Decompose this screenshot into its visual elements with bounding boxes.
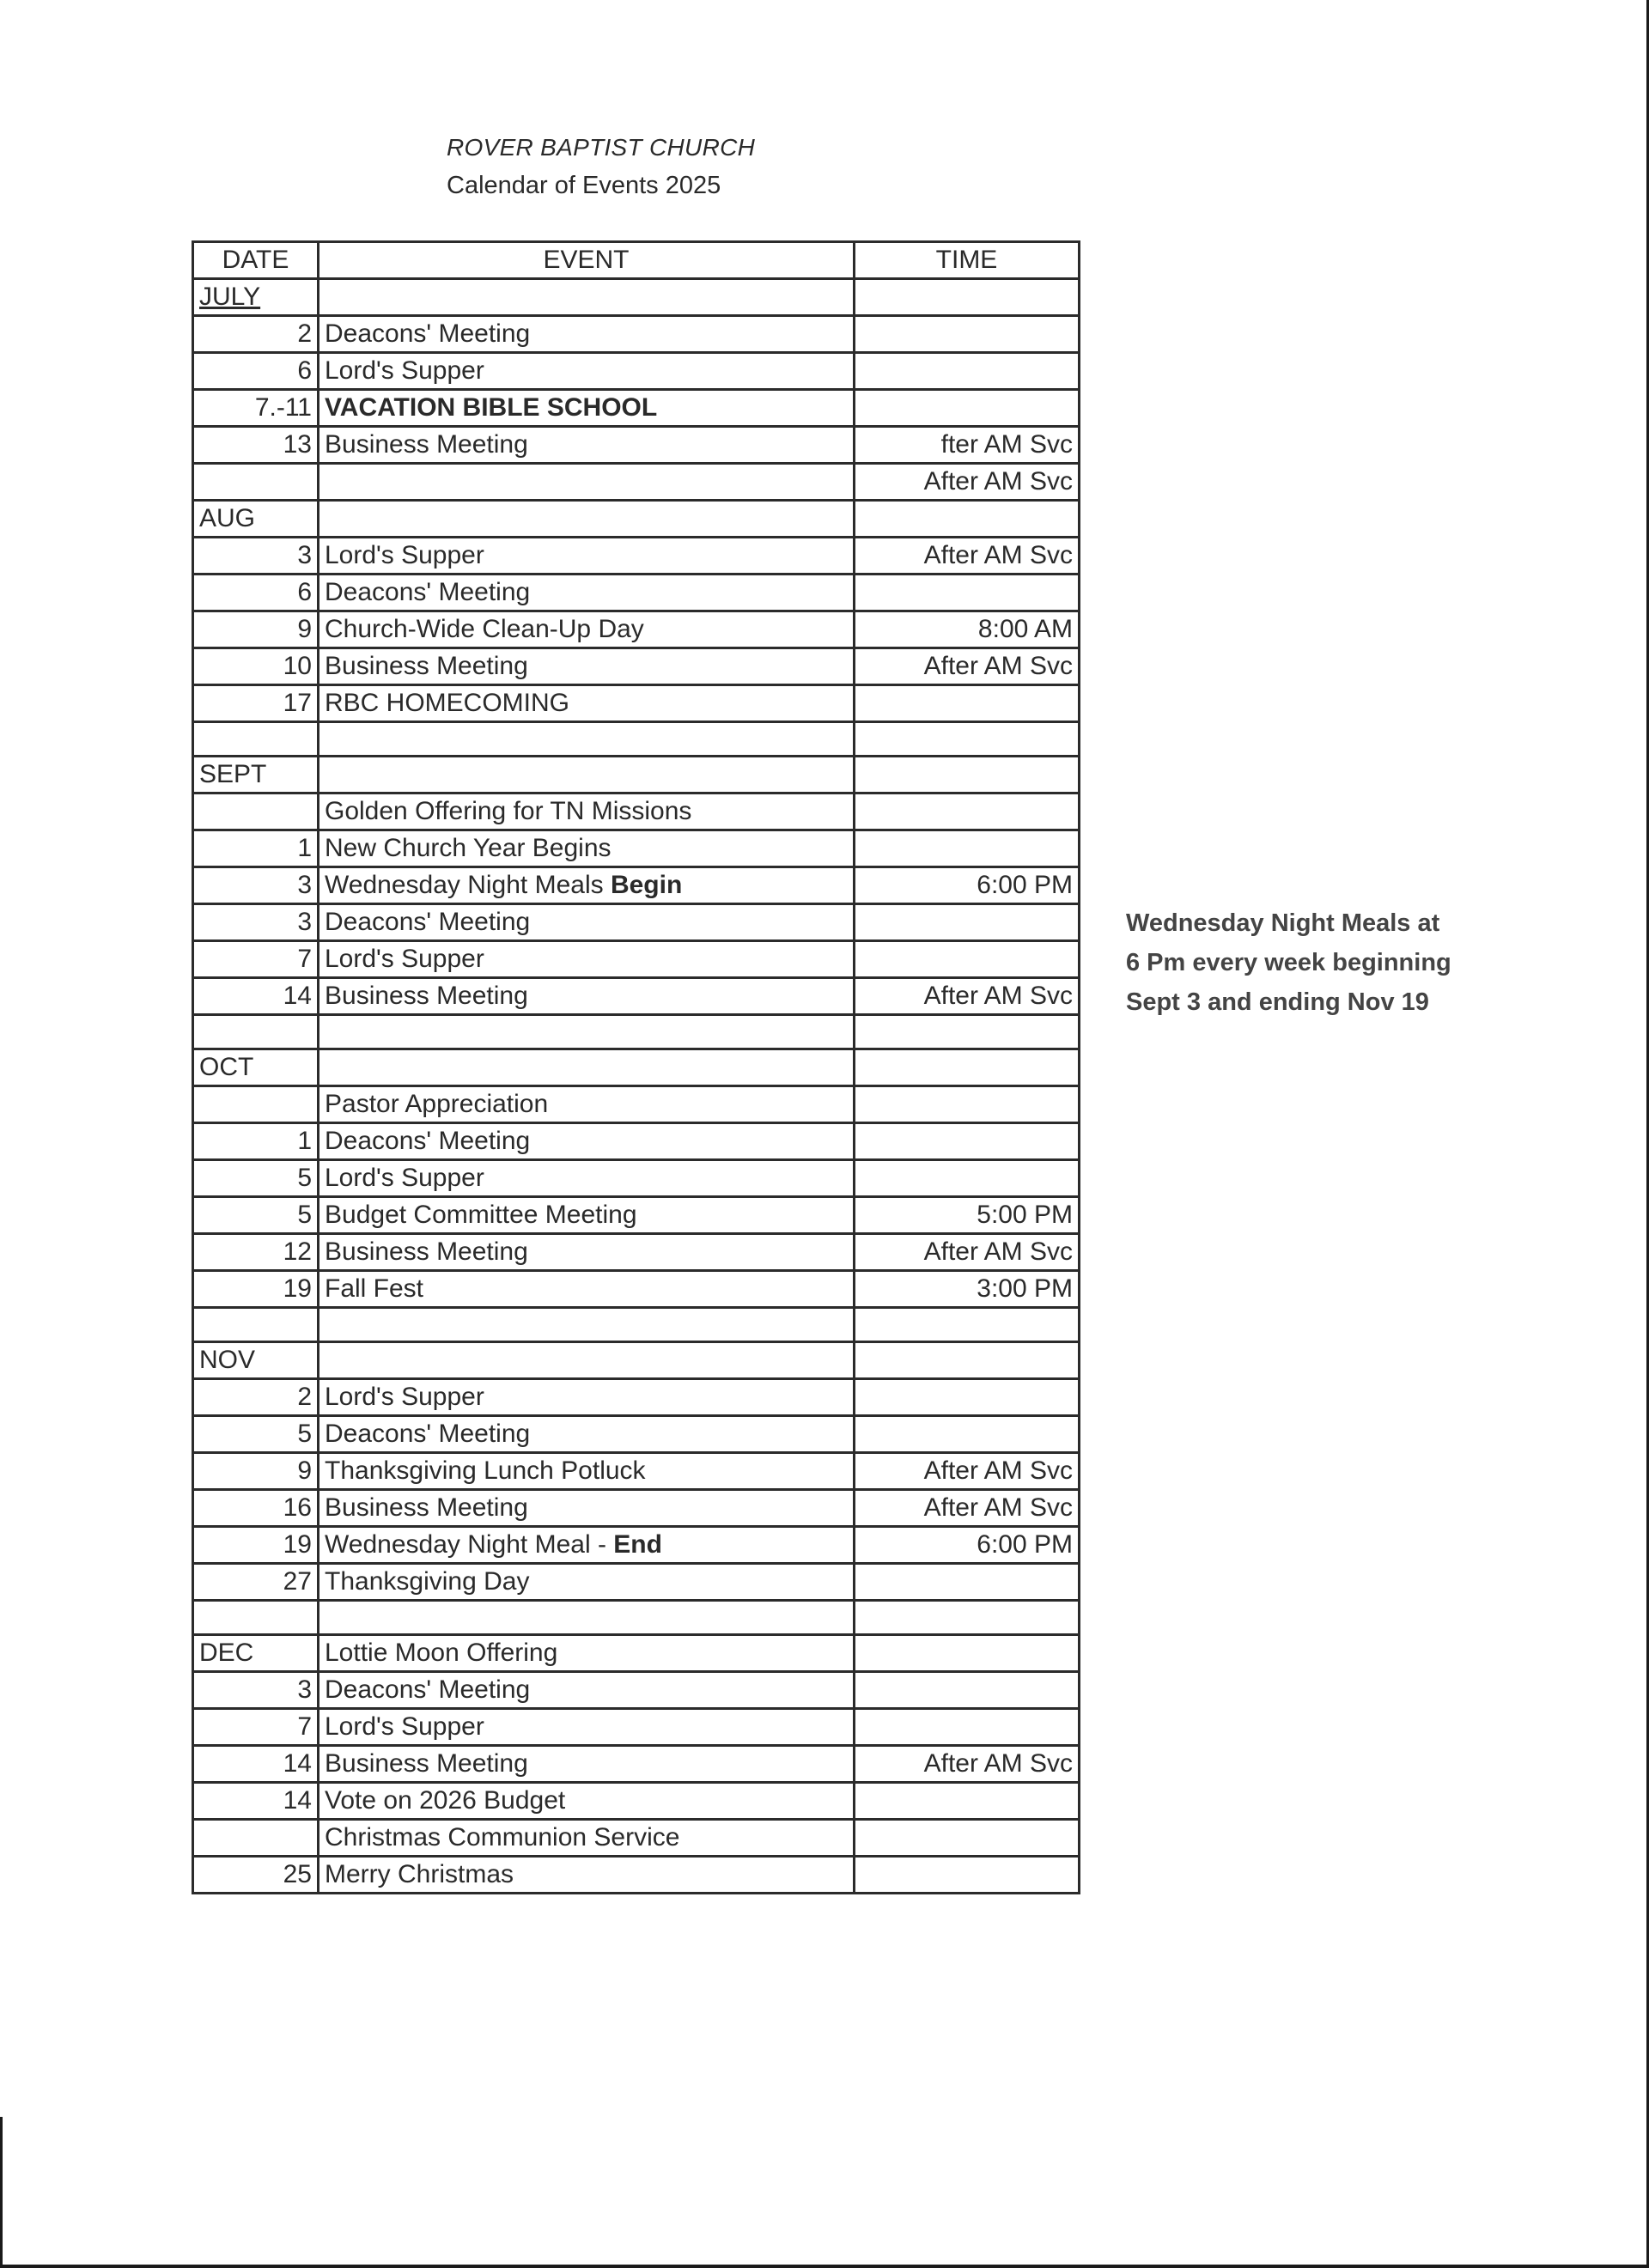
date-text: 3 [297, 1675, 312, 1704]
event-text: Business Meeting [325, 1237, 528, 1266]
table-body [193, 279, 1080, 1894]
table-row [193, 867, 1080, 904]
event-cell [319, 464, 855, 501]
event-cell [319, 648, 855, 685]
event-cell [319, 353, 855, 390]
date-text: 3 [297, 908, 312, 936]
table-row [193, 1049, 1080, 1086]
table-row [193, 904, 1080, 941]
date-text: JULY [199, 283, 261, 311]
event-text: VACATION BIBLE SCHOOL [325, 393, 658, 422]
event-cell [319, 1709, 855, 1746]
date-text: 7.-11 [254, 393, 312, 422]
event-text: Business Meeting [325, 982, 528, 1010]
event-cell [319, 538, 855, 575]
table-row [193, 722, 1080, 757]
month-label [193, 1635, 319, 1672]
date-cell [193, 1271, 319, 1308]
event-cell [319, 501, 855, 538]
time-cell [855, 1234, 1080, 1271]
date-cell [193, 427, 319, 464]
table-row [193, 757, 1080, 793]
table-row [193, 1234, 1080, 1271]
date-text: 5 [297, 1201, 312, 1229]
table-header-row [193, 242, 1080, 279]
time-cell [855, 830, 1080, 867]
date-text: 17 [283, 689, 312, 717]
note-line: Wednesday Night Meals at [1126, 909, 1440, 937]
event-text: Lottie Moon Offering [325, 1639, 558, 1667]
event-cell [319, 279, 855, 316]
date-text: NOV [199, 1346, 256, 1374]
event-text: Deacons' Meeting [325, 1127, 531, 1155]
table-row [193, 978, 1080, 1015]
time-cell [855, 464, 1080, 501]
time-cell [855, 353, 1080, 390]
month-label [193, 279, 319, 316]
event-cell [319, 1820, 855, 1857]
table-row [193, 1564, 1080, 1601]
time-cell [855, 279, 1080, 316]
date-text: 6 [297, 578, 312, 606]
event-cell [319, 390, 855, 427]
event-text: Lord's Supper [325, 1164, 484, 1192]
time-cell [855, 316, 1080, 353]
table-row [193, 353, 1080, 390]
event-text: Business Meeting [325, 652, 528, 680]
time-text: 3:00 PM [977, 1274, 1073, 1303]
date-text: 27 [283, 1567, 312, 1596]
time-cell [855, 1271, 1080, 1308]
wednesday-meals-note [1126, 903, 1451, 1022]
event-cell [319, 1015, 855, 1049]
date-cell [193, 1308, 319, 1342]
event-cell [319, 575, 855, 611]
date-cell [193, 1527, 319, 1564]
event-cell [319, 941, 855, 978]
time-cell [855, 1342, 1080, 1379]
event-cell [319, 757, 855, 793]
page-edge-bottom [0, 2265, 1649, 2268]
date-text: 19 [283, 1274, 312, 1303]
event-cell [319, 1783, 855, 1820]
table-row [193, 538, 1080, 575]
event-cell [319, 1672, 855, 1709]
date-text: AUG [199, 504, 256, 532]
table-row [193, 685, 1080, 722]
table-row [193, 1783, 1080, 1820]
time-cell [855, 1197, 1080, 1234]
event-cell [319, 904, 855, 941]
event-text: Deacons' Meeting [325, 1675, 531, 1704]
column-header-time: TIME [855, 242, 1080, 279]
document-header [447, 129, 755, 204]
date-text: 6 [297, 356, 312, 385]
event-cell [319, 1197, 855, 1234]
event-text: Christmas Communion Service [325, 1823, 680, 1851]
table-row [193, 1342, 1080, 1379]
time-cell [855, 685, 1080, 722]
date-text: 9 [297, 615, 312, 643]
event-cell [319, 1086, 855, 1123]
event-cell [319, 1527, 855, 1564]
table-row [193, 1527, 1080, 1564]
time-cell [855, 390, 1080, 427]
event-emphasis: End [613, 1530, 662, 1559]
table-row [193, 611, 1080, 648]
event-text: Pastor Appreciation [325, 1090, 549, 1118]
date-text: 1 [297, 1127, 312, 1155]
event-text: Wednesday Night Meals [325, 871, 604, 899]
date-text: OCT [199, 1053, 254, 1081]
table-row [193, 1490, 1080, 1527]
table-row [193, 316, 1080, 353]
date-cell [193, 464, 319, 501]
date-text: 14 [283, 1749, 312, 1778]
page-edge-left-mark [0, 2117, 3, 2268]
event-text: Lord's Supper [325, 1383, 484, 1411]
table-row [193, 1746, 1080, 1783]
table-row [193, 1015, 1080, 1049]
date-cell [193, 1709, 319, 1746]
time-cell [855, 1746, 1080, 1783]
event-text: Lord's Supper [325, 1712, 484, 1741]
date-cell [193, 793, 319, 830]
time-cell [855, 1635, 1080, 1672]
date-cell [193, 1564, 319, 1601]
time-cell [855, 1308, 1080, 1342]
month-label [193, 1342, 319, 1379]
event-text: Church-Wide Clean-Up Day [325, 615, 644, 643]
date-cell [193, 648, 319, 685]
event-cell [319, 830, 855, 867]
event-cell [319, 685, 855, 722]
time-text: After AM Svc [923, 982, 1073, 1010]
time-text: After AM Svc [923, 1749, 1073, 1778]
time-cell [855, 1453, 1080, 1490]
event-text: Fall Fest [325, 1274, 424, 1303]
date-text: 9 [297, 1456, 312, 1485]
event-emphasis: Begin [610, 871, 683, 899]
time-cell [855, 867, 1080, 904]
date-cell [193, 1160, 319, 1197]
date-cell [193, 1601, 319, 1635]
event-text: Lord's Supper [325, 356, 484, 385]
event-cell [319, 1308, 855, 1342]
event-cell [319, 1234, 855, 1271]
event-cell [319, 1271, 855, 1308]
time-cell [855, 575, 1080, 611]
date-cell [193, 1197, 319, 1234]
time-text: 8:00 AM [977, 615, 1073, 643]
calendar-subtitle: Calendar of Events 2025 [447, 172, 721, 199]
table-row [193, 1453, 1080, 1490]
time-cell [855, 611, 1080, 648]
date-cell [193, 1820, 319, 1857]
time-cell [855, 1857, 1080, 1894]
event-cell [319, 1416, 855, 1453]
event-text: Deacons' Meeting [325, 319, 531, 348]
event-cell [319, 611, 855, 648]
time-cell [855, 1379, 1080, 1416]
date-text: SEPT [199, 760, 267, 788]
date-cell [193, 611, 319, 648]
event-text: Thanksgiving Lunch Potluck [325, 1456, 646, 1485]
time-text: After AM Svc [923, 1456, 1073, 1485]
date-text: 5 [297, 1164, 312, 1192]
date-cell [193, 1783, 319, 1820]
date-cell [193, 1234, 319, 1271]
note-line: Sept 3 and ending Nov 19 [1126, 988, 1429, 1016]
event-cell [319, 1123, 855, 1160]
event-cell [319, 1746, 855, 1783]
date-cell [193, 316, 319, 353]
event-cell [319, 1857, 855, 1894]
event-cell [319, 1049, 855, 1086]
date-cell [193, 867, 319, 904]
date-cell [193, 1416, 319, 1453]
time-cell [855, 1015, 1080, 1049]
time-cell [855, 978, 1080, 1015]
date-cell [193, 1672, 319, 1709]
date-text: 14 [283, 982, 312, 1010]
time-cell [855, 793, 1080, 830]
time-cell [855, 1086, 1080, 1123]
time-cell [855, 1123, 1080, 1160]
date-cell [193, 1379, 319, 1416]
table-row [193, 1308, 1080, 1342]
time-text: 6:00 PM [977, 1530, 1073, 1559]
event-cell [319, 1490, 855, 1527]
time-cell [855, 501, 1080, 538]
time-cell [855, 1416, 1080, 1453]
event-text: Vote on 2026 Budget [325, 1786, 566, 1815]
date-text: 14 [283, 1786, 312, 1815]
time-cell [855, 1709, 1080, 1746]
event-text: Merry Christmas [325, 1860, 514, 1888]
table-row [193, 1601, 1080, 1635]
date-text: 10 [283, 652, 312, 680]
event-text: Deacons' Meeting [325, 908, 531, 936]
time-cell [855, 941, 1080, 978]
date-cell [193, 1746, 319, 1783]
table-row [193, 1416, 1080, 1453]
table-row [193, 1672, 1080, 1709]
date-text: 2 [297, 319, 312, 348]
date-cell [193, 1123, 319, 1160]
time-cell [855, 1783, 1080, 1820]
event-cell [319, 1379, 855, 1416]
date-cell [193, 904, 319, 941]
event-cell [319, 1601, 855, 1635]
date-text: DEC [199, 1639, 254, 1667]
date-text: 12 [283, 1237, 312, 1266]
table-row [193, 1197, 1080, 1234]
table-row [193, 1086, 1080, 1123]
table-row [193, 793, 1080, 830]
column-header-date: DATE [193, 242, 319, 279]
event-cell [319, 1564, 855, 1601]
date-text: 3 [297, 871, 312, 899]
time-text: 5:00 PM [977, 1201, 1073, 1229]
table-row [193, 1271, 1080, 1308]
note-line: 6 Pm every week beginning [1126, 949, 1451, 976]
date-cell [193, 538, 319, 575]
time-cell [855, 1160, 1080, 1197]
table-row [193, 427, 1080, 464]
event-cell [319, 316, 855, 353]
event-cell [319, 1635, 855, 1672]
event-cell [319, 978, 855, 1015]
date-text: 7 [297, 945, 312, 973]
table-row [193, 941, 1080, 978]
table-row [193, 1379, 1080, 1416]
table-row [193, 648, 1080, 685]
event-text: Wednesday Night Meal - [325, 1530, 606, 1559]
event-text: Deacons' Meeting [325, 578, 531, 606]
time-text: fter AM Svc [940, 430, 1073, 459]
time-cell [855, 648, 1080, 685]
date-text: 13 [283, 430, 312, 459]
time-cell [855, 757, 1080, 793]
event-cell [319, 427, 855, 464]
time-text: 6:00 PM [977, 871, 1073, 899]
event-text: Golden Offering for TN Missions [325, 797, 692, 825]
table-row [193, 575, 1080, 611]
date-cell [193, 685, 319, 722]
time-text: After AM Svc [923, 541, 1073, 569]
date-cell [193, 941, 319, 978]
time-cell [855, 1490, 1080, 1527]
event-text: RBC HOMECOMING [325, 689, 569, 717]
event-cell [319, 722, 855, 757]
month-label [193, 501, 319, 538]
time-text: After AM Svc [923, 1237, 1073, 1266]
event-text: Business Meeting [325, 430, 528, 459]
time-cell [855, 1820, 1080, 1857]
date-text: 19 [283, 1530, 312, 1559]
table-row [193, 501, 1080, 538]
date-text: 7 [297, 1712, 312, 1741]
date-cell [193, 1086, 319, 1123]
date-cell [193, 1857, 319, 1894]
church-name: ROVER BAPTIST CHURCH [447, 134, 756, 161]
table-row [193, 1709, 1080, 1746]
event-text: Lord's Supper [325, 945, 484, 973]
time-text: After AM Svc [923, 1493, 1073, 1522]
event-text: Business Meeting [325, 1493, 528, 1522]
time-cell [855, 427, 1080, 464]
date-cell [193, 722, 319, 757]
date-text: 5 [297, 1420, 312, 1448]
time-text: After AM Svc [923, 652, 1073, 680]
date-text: 16 [283, 1493, 312, 1522]
event-text: Budget Committee Meeting [325, 1201, 637, 1229]
events-table [192, 240, 1080, 1894]
table-row [193, 1160, 1080, 1197]
table-row [193, 1820, 1080, 1857]
date-cell [193, 830, 319, 867]
event-text: New Church Year Begins [325, 834, 612, 862]
table-row [193, 1635, 1080, 1672]
month-label [193, 757, 319, 793]
time-cell [855, 1672, 1080, 1709]
date-cell [193, 390, 319, 427]
time-cell [855, 1601, 1080, 1635]
month-label [193, 1049, 319, 1086]
table-row [193, 390, 1080, 427]
event-cell [319, 1342, 855, 1379]
time-cell [855, 1564, 1080, 1601]
table-row [193, 1123, 1080, 1160]
event-text: Deacons' Meeting [325, 1420, 531, 1448]
date-text: 1 [297, 834, 312, 862]
event-cell [319, 793, 855, 830]
table-row [193, 279, 1080, 316]
column-header-event: EVENT [319, 242, 855, 279]
event-text: Thanksgiving Day [325, 1567, 530, 1596]
event-cell [319, 1453, 855, 1490]
date-cell [193, 575, 319, 611]
time-cell [855, 1527, 1080, 1564]
event-text: Business Meeting [325, 1749, 528, 1778]
date-text: 3 [297, 541, 312, 569]
date-text: 25 [283, 1860, 312, 1888]
time-cell [855, 904, 1080, 941]
time-cell [855, 538, 1080, 575]
event-cell [319, 867, 855, 904]
event-cell [319, 1160, 855, 1197]
table-row [193, 1857, 1080, 1894]
date-text: 2 [297, 1383, 312, 1411]
time-cell [855, 722, 1080, 757]
date-cell [193, 1015, 319, 1049]
time-cell [855, 1049, 1080, 1086]
table-row [193, 464, 1080, 501]
time-text: After AM Svc [923, 467, 1073, 496]
table-row [193, 830, 1080, 867]
date-cell [193, 1453, 319, 1490]
date-cell [193, 353, 319, 390]
date-cell [193, 1490, 319, 1527]
event-text: Lord's Supper [325, 541, 484, 569]
date-cell [193, 978, 319, 1015]
